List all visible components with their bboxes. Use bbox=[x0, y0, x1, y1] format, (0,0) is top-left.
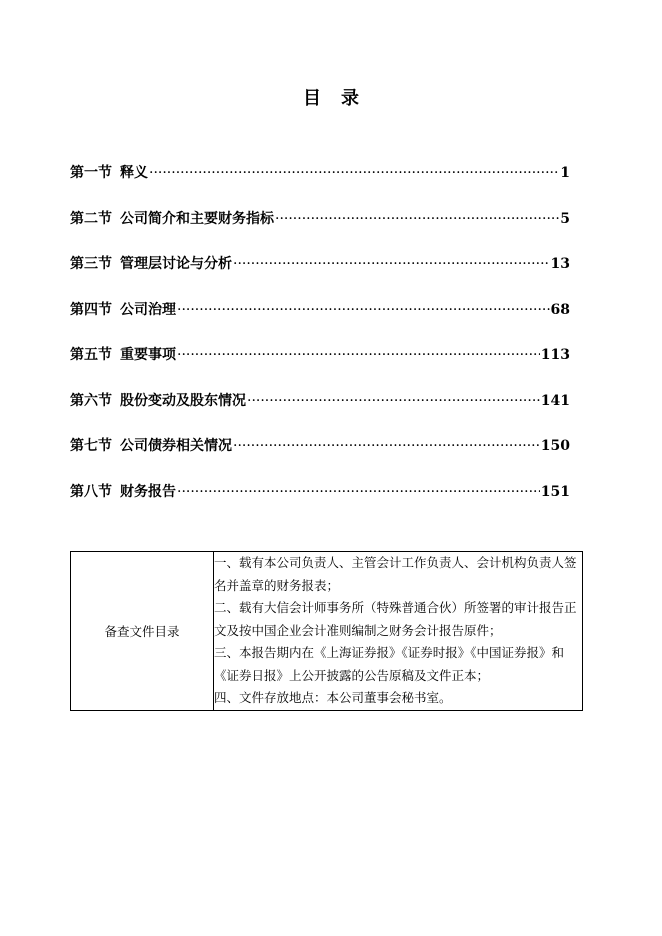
reference-documents-label: 备查文件目录 bbox=[71, 552, 214, 711]
toc-section-title: 公司债券相关情况 bbox=[120, 438, 232, 454]
toc-leader-dots bbox=[177, 297, 550, 323]
toc-section-title: 股份变动及股东情况 bbox=[120, 392, 246, 409]
toc-section-number: 第一节 bbox=[70, 165, 112, 181]
reference-document-item: 三、本报告期内在《上海证券报》《证券时报》《中国证券报》和《证券日报》上公开披露的公告原稿及文件正本； bbox=[214, 645, 565, 683]
toc-section-number: 第六节 bbox=[70, 392, 112, 409]
toc-page-number: 150 bbox=[540, 438, 570, 454]
toc-section-number: 第五节 bbox=[70, 347, 112, 363]
toc-leader-dots bbox=[233, 251, 550, 277]
toc-section-title: 公司简介和主要财务指标 bbox=[120, 210, 274, 227]
toc-section-title: 财务报告 bbox=[120, 483, 176, 500]
toc-page-number: 151 bbox=[540, 483, 570, 500]
toc-entry-1[interactable] bbox=[70, 160, 570, 186]
toc-section-title: 重要事项 bbox=[120, 347, 176, 363]
toc-entry-4[interactable] bbox=[70, 297, 570, 323]
toc-section-number: 第三节 bbox=[70, 256, 112, 272]
toc-entry-6[interactable] bbox=[70, 388, 570, 414]
toc-page-number: 68 bbox=[550, 301, 570, 318]
toc-page-number: 13 bbox=[550, 256, 570, 272]
page-title: 目录 bbox=[303, 88, 379, 109]
table-row bbox=[71, 552, 583, 711]
toc-entry-3[interactable] bbox=[70, 251, 570, 277]
reference-document-item: 四、文件存放地点：本公司董事会秘书室。 bbox=[214, 690, 452, 705]
toc-leader-dots bbox=[177, 479, 540, 505]
reference-document-item: 一、载有本公司负责人、主管会计工作负责人、会计机构负责人签名并盖章的财务报表； bbox=[214, 555, 577, 593]
toc-section-title: 公司治理 bbox=[120, 301, 176, 318]
reference-documents-list bbox=[214, 552, 583, 711]
toc-leader-dots bbox=[247, 388, 540, 414]
toc-page-number: 1 bbox=[560, 165, 570, 181]
toc-page-number: 5 bbox=[560, 210, 570, 227]
toc-entry-5[interactable] bbox=[70, 342, 570, 368]
toc-page-number: 113 bbox=[540, 347, 570, 363]
toc-leader-dots bbox=[233, 433, 540, 459]
toc-section-number: 第二节 bbox=[70, 210, 112, 227]
reference-documents-table bbox=[70, 551, 583, 711]
toc-section-number: 第四节 bbox=[70, 301, 112, 318]
toc-leader-dots bbox=[275, 206, 559, 232]
toc-section-number: 第七节 bbox=[70, 438, 112, 454]
toc-leader-dots bbox=[177, 342, 540, 368]
toc-entry-7[interactable] bbox=[70, 433, 570, 459]
toc-section-number: 第八节 bbox=[70, 483, 112, 500]
toc-leader-dots bbox=[149, 160, 559, 186]
toc-section-title: 释义 bbox=[120, 165, 148, 181]
toc-entry-2[interactable] bbox=[70, 206, 570, 232]
toc-section-title: 管理层讨论与分析 bbox=[120, 256, 232, 272]
toc-entry-8[interactable] bbox=[70, 479, 570, 505]
toc-page-number: 141 bbox=[540, 392, 570, 409]
reference-document-item: 二、载有大信会计师事务所（特殊普通合伙）所签署的审计报告正文及按中国企业会计准则编制之财务会计报告原件； bbox=[214, 600, 577, 638]
